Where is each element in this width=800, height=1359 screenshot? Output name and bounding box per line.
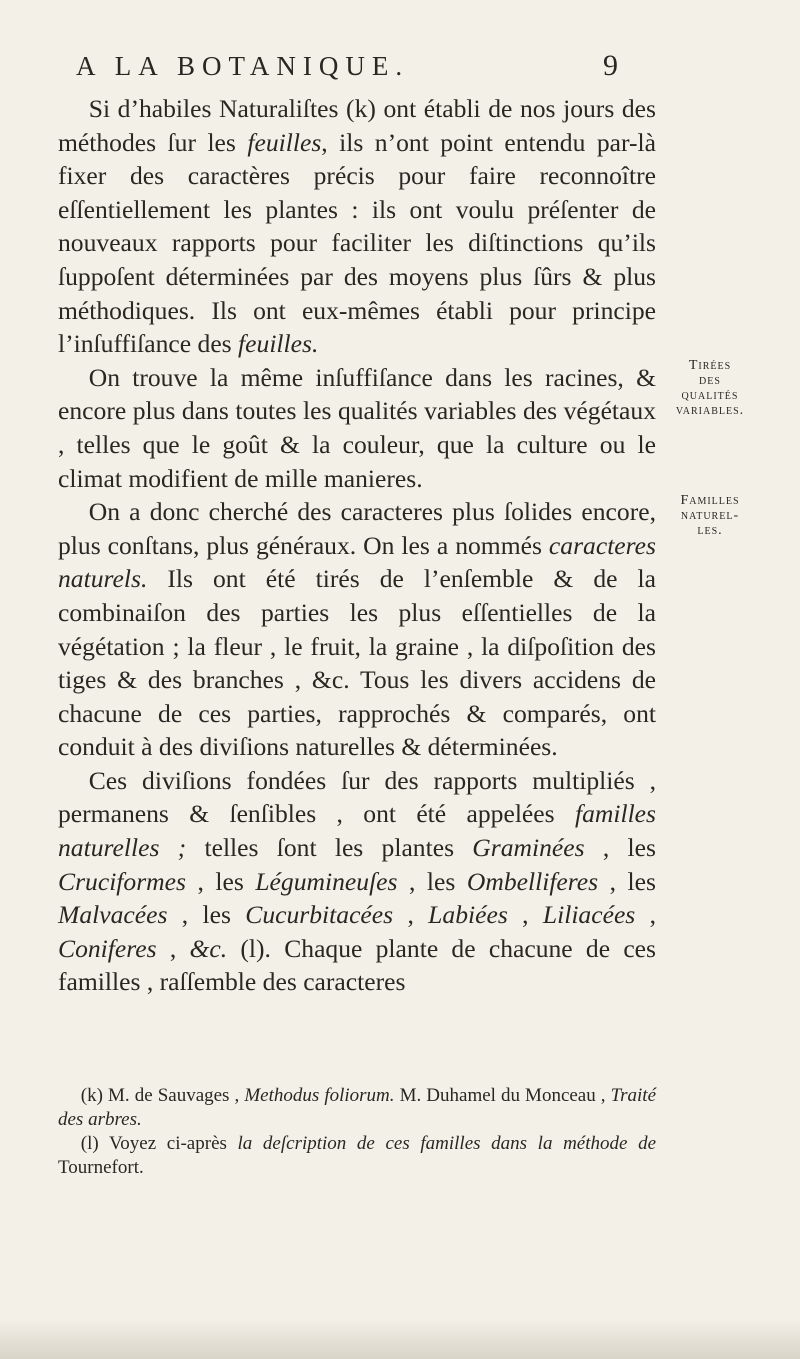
margin-note-line: variables. xyxy=(675,403,745,418)
paragraph-text: , xyxy=(156,933,190,963)
paragraph-italic: caracteres naturels. xyxy=(58,530,656,594)
paragraph-italic: &c. xyxy=(189,933,228,963)
paragraph-text: , xyxy=(393,900,429,930)
footnote-text: (k) M. de Sauvages , xyxy=(80,1085,245,1106)
paragraph-italic: Graminées xyxy=(472,833,585,863)
margin-note-line: les. xyxy=(697,523,723,538)
paragraph-text: Ils ont été tirés de l’enſemble & de la combinaiſon des parties les plus eſſentielles de la végétation ; la fleur , le fruit, la graine , la diſpoſition des tiges & des branches , &c. Tous les divers accidens de chacune de ces parties, rapprochés & comparés, ont conduit à des diviſions naturelles & déterminées. xyxy=(58,564,656,762)
paragraph-text: , xyxy=(507,900,543,930)
paragraph-text: , les xyxy=(397,866,467,896)
margin-note-line: qualités xyxy=(681,388,739,403)
footnote-text: M. Duhamel du Monceau , xyxy=(394,1085,611,1106)
footnote xyxy=(58,1132,656,1180)
paragraph-text: telles ſont les plantes xyxy=(186,833,473,863)
page-number: 9 xyxy=(603,49,618,82)
footnotes xyxy=(58,1084,656,1180)
paragraph-italic: feuilles. xyxy=(238,329,319,359)
paragraph-italic: familles naturelles ; xyxy=(58,799,656,863)
paragraph-italic: Cruciformes xyxy=(58,866,186,896)
running-head-title: A LA BOTANIQUE. xyxy=(76,51,410,81)
paragraph xyxy=(58,764,656,999)
margin-note-line: des xyxy=(699,373,721,388)
paragraph xyxy=(58,361,656,495)
paragraph-italic: Cucurbitacées xyxy=(245,900,394,930)
margin-note-familles-naturelles xyxy=(664,493,756,538)
margin-note-line: naturel- xyxy=(680,508,740,523)
paragraph-italic: Malvacées xyxy=(58,900,168,930)
paragraph-text: Si d’habiles Naturaliſtes (k) ont établi de nos jours des méthodes ſur les xyxy=(58,94,656,157)
margin-note-qualites-variables xyxy=(664,358,756,418)
paragraph-text: (l). Chaque plante de chacune de ces familles , raſſemble des caracteres xyxy=(58,933,656,997)
paragraph-italic: Labiées xyxy=(428,900,508,930)
paragraph-text: , ils n’ont point entendu par-là fixer des caractères précis pour faire reconnoître eſſentiellement les plantes : ils ont voulu préſenter de nouveaux rapports pour faciliter les diſtinctions qu’ils ſuppoſent déterminées par des moyens plus ſûrs & plus méthodiques. Ils ont eux-mêmes établi pour principe l’inſuffiſance des xyxy=(58,127,657,359)
paragraph-italic: Liliacées xyxy=(542,900,636,930)
running-head xyxy=(58,46,618,86)
footnote-italic: la deſcription de ces familles dans la méthode de xyxy=(237,1133,657,1154)
paragraph-text: , xyxy=(635,900,656,930)
paragraph-italic: Ombelliferes xyxy=(466,866,599,896)
paragraph-italic: feuilles xyxy=(247,127,322,157)
paragraph-text: , les xyxy=(167,900,246,930)
paragraph xyxy=(58,495,656,764)
paragraph-text: On a donc cherché des caracteres plus ſolides encore, plus conſtans, plus généraux. On les a nommés xyxy=(58,497,656,560)
footnote-italic: Traité des arbres. xyxy=(58,1085,657,1130)
body-text xyxy=(58,92,656,999)
footnote-text: (l) Voyez ci-après xyxy=(80,1133,238,1154)
paragraph-text: , les xyxy=(185,866,256,896)
paragraph-text: Ces diviſions fondées ſur des rapports multipliés , permanens & ſenſibles , ont été appelées xyxy=(58,765,656,829)
footnote xyxy=(58,1084,656,1132)
paragraph-text: , les xyxy=(598,866,656,896)
margin-note-line: Tirées xyxy=(688,358,732,373)
footnote-italic: Methodus foliorum. xyxy=(244,1085,395,1106)
paragraph-text: On trouve la même inſuffiſance dans les racines, & encore plus dans toutes les qualités variables des végétaux , telles que le goût & la couleur, que la culture ou le climat modifient de mille manieres. xyxy=(58,362,656,493)
footnote-text: Tournefort. xyxy=(58,1157,144,1178)
paragraph xyxy=(58,92,656,361)
margin-note-line: Familles xyxy=(680,493,740,508)
paragraph-text: , les xyxy=(584,833,656,863)
page-edge-shadow xyxy=(0,1318,800,1359)
paragraph-italic: Coniferes xyxy=(58,933,157,963)
paragraph-italic: Légumineuſes xyxy=(255,866,398,896)
